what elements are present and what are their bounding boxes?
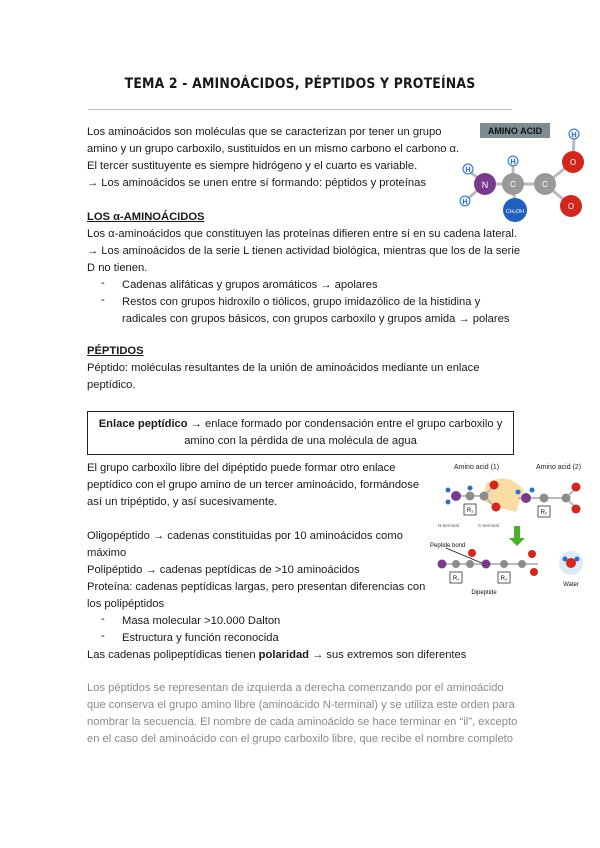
bullet-polares-line-2: radicales con grupos básicos, con grupos carboxilo y grupos amida → polares [122, 313, 510, 325]
def-proteina-2: los polipéptidos [87, 598, 165, 610]
svg-text:CH₂OH: CH₂OH [505, 209, 525, 215]
bullet-estructura: Estructura y función reconocida [122, 632, 279, 644]
svg-text:N-terminal: N-terminal [438, 523, 459, 528]
gray-line-3: nombrar la secuencia. El nombre de cada aminoácido se hace terminar en “il”, excepto [87, 716, 518, 728]
gray-line-2: que conserva el grupo amino libre (aminoácido N-terminal) y se utiliza este orden para [87, 699, 515, 711]
bullet-polares-line-1: Restos con grupos hidroxilo o tiólicos, grupo imidazólico de la histidina y [122, 296, 481, 308]
amino-line-3: D no tienen. [87, 262, 148, 274]
intro-line-4: → Los aminoácidos se unen entre sí formando: péptidos y proteínas [87, 177, 426, 189]
bullet-dash: - [101, 630, 105, 642]
svg-text:C: C [542, 180, 548, 189]
svg-text:H: H [465, 167, 471, 174]
polarity-line: Las cadenas polipeptídicas tienen polaridad → sus extremos son diferentes [87, 649, 467, 661]
svg-text:Amino acid (1): Amino acid (1) [454, 464, 500, 471]
svg-text:Water: Water [563, 582, 579, 588]
svg-text:R₂: R₂ [540, 510, 548, 516]
amino-acid-figure [450, 120, 590, 228]
svg-text:R₁: R₁ [466, 508, 474, 514]
bullet-masa: Masa molecular >10.000 Dalton [122, 615, 281, 627]
svg-text:H: H [462, 199, 468, 206]
bullet-dash: - [101, 277, 105, 289]
page-title: TEMA 2 - AMINOÁCIDOS, PÉPTIDOS Y PROTEÍNAS [124, 76, 476, 92]
heading-peptidos: PÉPTIDOS [87, 345, 144, 357]
svg-text:H: H [510, 159, 516, 166]
peptide-formation-figure [426, 460, 594, 600]
svg-text:N: N [481, 180, 489, 190]
after-box-line-2: peptídico con el grupo amino de un tercer aminoácido, formándose [87, 479, 420, 491]
svg-text:C: C [510, 180, 516, 189]
svg-text:H: H [571, 132, 577, 139]
def-proteina: Proteína: cadenas peptídicas largas, pero presentan diferencias con [87, 581, 426, 593]
heading-aminoacidos: LOS α-AMINOÁCIDOS [87, 211, 205, 223]
def-oligopeptido-2: máximo [87, 547, 127, 559]
svg-text:R₂: R₂ [500, 576, 508, 582]
bullet-dash: - [101, 294, 105, 306]
gray-line-4: en el caso del aminoácido con el grupo carboxilo libre, que recibe el nombre completo [87, 733, 513, 745]
intro-line-3: El tercer sustituyente es siempre hidrógeno y el cuarto es variable. [87, 160, 418, 172]
svg-text:O: O [567, 202, 575, 211]
svg-text:R₁: R₁ [452, 576, 460, 582]
amino-acid-label: AMINO ACID [487, 126, 543, 136]
box-definition-line-2: amino con la pérdida de una molécula de agua [184, 435, 417, 447]
peptide-line-2: peptídico. [87, 379, 136, 391]
def-polipeptido: Polipéptido → cadenas peptídicas de >10 aminoácidos [87, 564, 360, 576]
intro-line-1: Los aminoácidos son moléculas que se caracterizan por tener un grupo [87, 126, 442, 138]
box-bold-term: Enlace peptídico [98, 418, 188, 430]
svg-text:Peptide bond: Peptide bond [430, 543, 466, 549]
svg-text:Amino acid (2): Amino acid (2) [536, 464, 582, 471]
svg-text:Dipeptide: Dipeptide [471, 590, 497, 596]
title-divider [88, 109, 512, 110]
def-oligopeptido: Oligopéptido → cadenas constituidas por 10 aminoácidos como [87, 530, 403, 542]
intro-line-2: amino y un grupo carboxilo, sustituidos en un mismo carbono el carbono α. [87, 143, 460, 155]
box-definition: → enlace formado por condensación entre el grupo carboxilo y [187, 418, 503, 430]
after-box-line-1: El grupo carboxilo libre del dipéptido puede formar otro enlace [87, 462, 396, 474]
peptide-bond-definition-box [87, 411, 514, 455]
gray-line-1: Los péptidos se representan de izquierda a derecha comenzando por el aminoácido [87, 682, 504, 694]
svg-text:C-terminal: C-terminal [478, 523, 499, 528]
amino-line-2: → Los aminoácidos de la serie L tienen actividad biológica, mientras que los de la serie [87, 245, 521, 257]
amino-line-1: Los α-aminoácidos que constituyen las proteínas difieren entre sí en su cadena lateral. [87, 228, 517, 240]
bullet-apolares: Cadenas alifáticas y grupos aromáticos → apolares [122, 279, 378, 291]
bullet-dash: - [101, 613, 105, 625]
svg-text:O: O [569, 158, 577, 167]
after-box-line-3: así un tripéptido, y así sucesivamente. [87, 496, 278, 508]
peptide-line-1: Péptido: moléculas resultantes de la unión de aminoácidos mediante un enlace [87, 362, 480, 374]
polarity-term: polaridad [258, 649, 310, 661]
